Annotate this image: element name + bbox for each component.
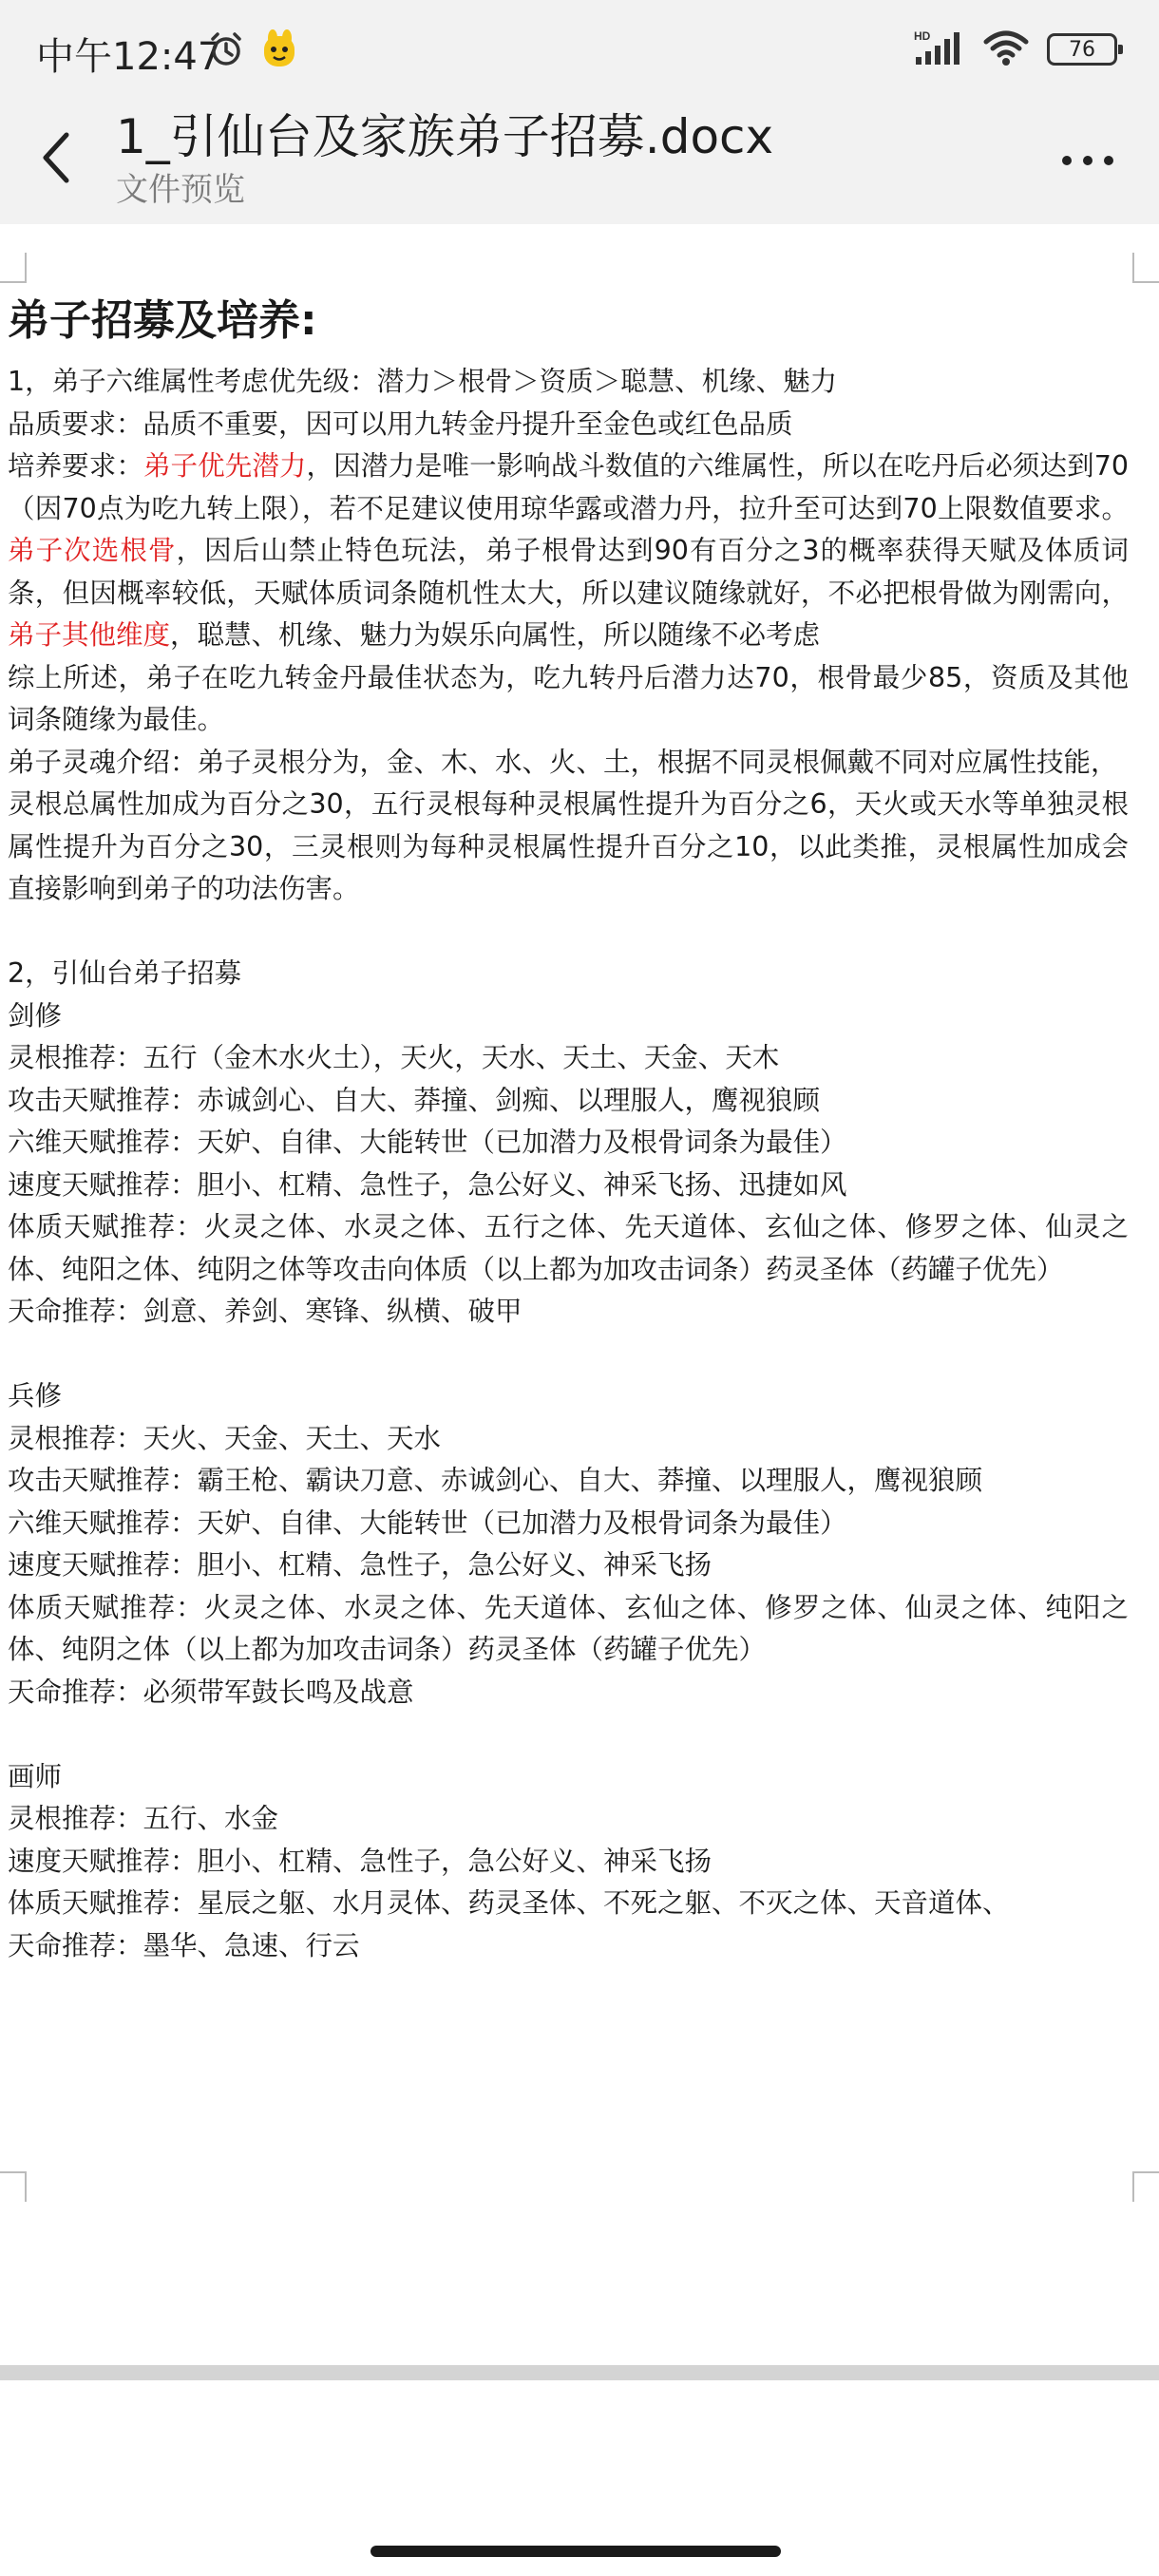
- paragraph: 弟子灵魂介绍：弟子灵根分为，金、木、水、火、土，根据不同灵根佩戴不同对应属性技能，: [8, 746, 1118, 778]
- text-run: ，因潜力是唯一影响战斗数值的六维属性，所以在吃丹后必须达到70（因70点为吃九转上限），若不足建议使用琼华露或潜力丹，拉升至可达到70上限数值要求。: [8, 450, 1129, 524]
- paragraph: 攻击天赋推荐：霸王枪、霸诀刀意、赤诚剑心、自大、莽撞、以理服人，鹰视狼顾: [8, 1465, 983, 1496]
- paragraph: 品质要求：品质不重要，因可以用九转金丹提升至金色或红色品质: [8, 407, 793, 440]
- paragraph: 速度天赋推荐：胆小、杠精、急性子，急公好义、神采飞扬: [8, 1845, 712, 1877]
- section-title: 2，引仙台弟子招募: [8, 957, 242, 989]
- back-button[interactable]: [28, 120, 86, 196]
- text-run: 培养要求：: [8, 450, 143, 482]
- text-run: ，因后山禁止特色玩法，弟子根骨达到90有百分之3的概率获得天赋及体质词条，但因概率较低，天赋体质词条随机性太大，所以建议随缘就好，不必把根骨做为刚需向，: [8, 535, 1129, 609]
- paragraph: 六维天赋推荐：天妒、自律、大能转世（已加潜力及根骨词条为最佳）: [8, 1127, 847, 1158]
- page-corner-mark: [0, 253, 27, 283]
- wifi-icon: [982, 28, 1030, 70]
- highlighted-text: 弟子其他维度: [8, 619, 171, 651]
- paragraph: 体质天赋推荐：星辰之躯、水月灵体、药灵圣体、不死之躯、不灭之体、天音道体、: [8, 1887, 1010, 1919]
- paragraph: 天命推荐：必须带军鼓长鸣及战意: [8, 1676, 414, 1708]
- alarm-icon: [207, 30, 245, 68]
- page-title: 1_引仙台及家族弟子招募.docx: [116, 109, 774, 164]
- battery-icon: [1047, 33, 1117, 66]
- blank-line: [8, 911, 1129, 954]
- document-content: [8, 293, 1129, 1967]
- page-corner-mark: [1132, 253, 1159, 283]
- paragraph: 速度天赋推荐：胆小、杠精、急性子，急公好义、神采飞扬: [8, 1549, 712, 1581]
- paragraph: 体质天赋推荐：火灵之体、水灵之体、五行之体、先天道体、玄仙之体、修罗之体、仙灵之体、纯阳之体、纯阴之体等攻击向体质（以上都为加攻击词条）药灵圣体（药罐子优先）: [8, 1211, 1129, 1285]
- paragraph: 攻击天赋推荐：赤诚剑心、自大、莽撞、剑痴、以理服人，鹰视狼顾: [8, 1084, 821, 1116]
- page-subtitle: 文件预览: [116, 171, 245, 209]
- paragraph: [8, 445, 1129, 657]
- page-corner-mark: [0, 2171, 27, 2202]
- home-indicator[interactable]: [370, 2546, 781, 2557]
- signal-icon: [912, 28, 965, 70]
- status-bar: [0, 0, 1159, 99]
- subsection-title: 画师: [8, 1760, 63, 1792]
- blank-line: [8, 1714, 1129, 1756]
- back-arrow-icon: [38, 129, 76, 186]
- paragraph: 灵根总属性加成为百分之30，五行灵根每种灵根属性提升为百分之6，天火或天水等单独灵根属性提升为百分之30，三灵根则为每种灵根属性提升百分之10，以此类推，灵根属性加成会直接影响到弟子的功法伤害。: [8, 788, 1129, 904]
- more-options-button[interactable]: [1054, 127, 1121, 194]
- app-header: [0, 99, 1159, 224]
- paragraph: 灵根推荐：五行、水金: [8, 1803, 279, 1834]
- page-corner-mark: [1132, 2171, 1159, 2202]
- document-preview[interactable]: [0, 224, 1159, 2365]
- paragraph: 1，弟子六维属性考虑优先级：潜力＞根骨＞资质＞聪慧、机缘、魅力: [8, 366, 838, 397]
- paragraph: 体质天赋推荐：火灵之体、水灵之体、先天道体、玄仙之体、修罗之体、仙灵之体、纯阳之体、纯阴之体（以上都为加攻击词条）药灵圣体（药罐子优先）: [8, 1591, 1129, 1665]
- app-notification-icon: [258, 28, 300, 70]
- highlighted-text: 弟子次选根骨: [8, 535, 177, 566]
- text-run: ，聪慧、机缘、魅力为娱乐向属性，所以随缘不必考虑: [170, 619, 821, 651]
- paragraph: 天命推荐：剑意、养剑、寒锋、纵横、破甲: [8, 1296, 522, 1327]
- paragraph: 六维天赋推荐：天妒、自律、大能转世（已加潜力及根骨词条为最佳）: [8, 1506, 847, 1539]
- page-separator: [0, 2365, 1159, 2380]
- paragraph: 灵根推荐：天火、天金、天土、天水: [8, 1422, 442, 1454]
- subsection-title: 剑修: [8, 999, 63, 1032]
- paragraph: 速度天赋推荐：胆小、杠精、急性子，急公好义、神采飞扬、迅捷如风: [8, 1168, 847, 1201]
- paragraph: 天命推荐：墨华、急速、行云: [8, 1929, 360, 1961]
- battery-level: 76: [1069, 37, 1095, 62]
- clock: 中午12:47: [36, 35, 222, 79]
- more-options-icon: [1059, 151, 1116, 170]
- blank-line: [8, 1334, 1129, 1376]
- document-heading: 弟子招募及培养:: [8, 296, 317, 345]
- status-indicators: [912, 28, 1117, 70]
- highlighted-text: 弟子优先潜力: [142, 450, 307, 482]
- svg-text:HD: HD: [914, 29, 931, 43]
- paragraph: 综上所述，弟子在吃九转金丹最佳状态为，吃九转丹后潜力达70，根骨最少85，资质及其他词条随缘为最佳。: [8, 661, 1129, 735]
- paragraph: 灵根推荐：五行（金木水火土），天火，天水、天土、天金、天木: [8, 1042, 780, 1073]
- subsection-title: 兵修: [8, 1380, 63, 1411]
